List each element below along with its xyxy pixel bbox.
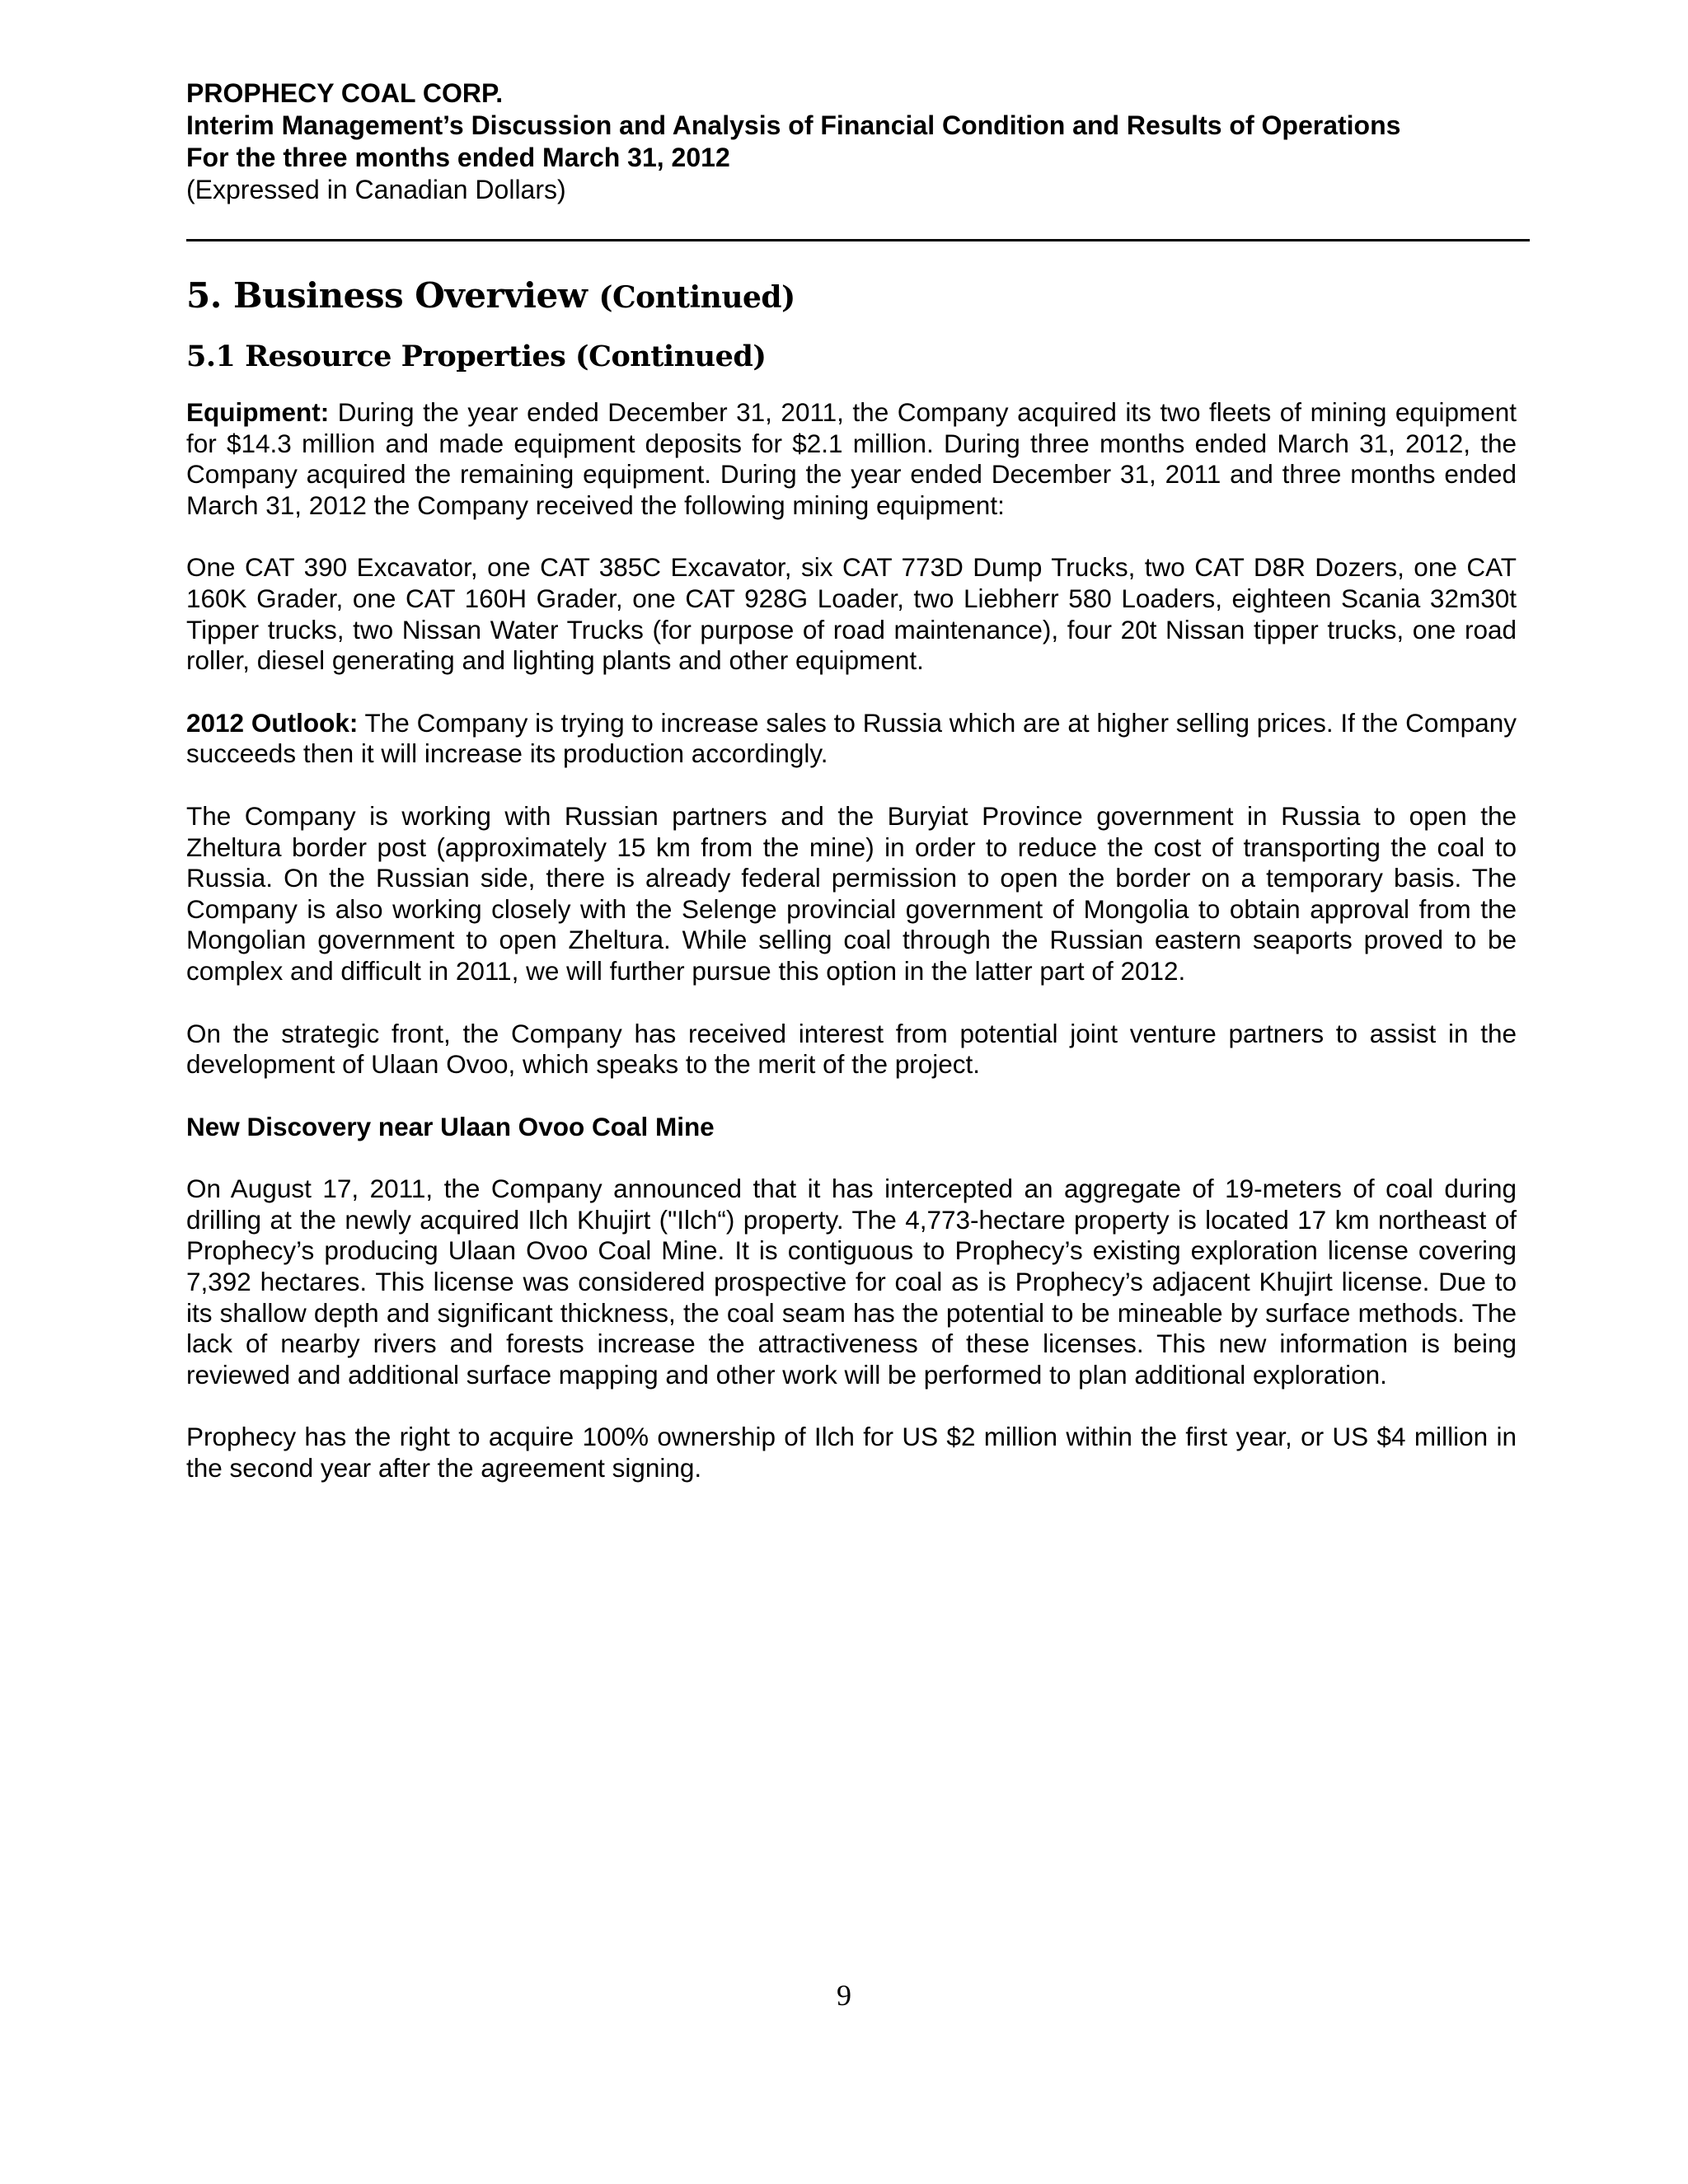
equipment-label: Equipment:	[186, 397, 330, 427]
header-divider	[186, 239, 1530, 241]
section-heading	[186, 274, 1517, 320]
russia-paragraph: The Company is working with Russian partners and the Buryiat Province government in Russia to open the Zheltura border post (approximately 15 km from the mine) in order to reduce the cost of transporting the coal to Russia. On the Russian side, there is already federal permission to open the border on a temporary basis. The Company is also working closely with the Selenge provincial government of Mongolia to obtain approval from the Mongolian government to open Zheltura. While selling coal through the Russian eastern seaports proved to be complex and difficult in 2011, we will further pursue this option in the latter part of 2012.	[186, 800, 1517, 986]
section-heading-suffix: (Continued)	[598, 280, 795, 315]
section-heading-text: 5. Business Overview	[186, 275, 599, 316]
ownership-paragraph: Prophecy has the right to acquire 100% ownership of Ilch for US $2 million within the first year, or US $4 million in the second year after the agreement signing.	[186, 1422, 1517, 1483]
document-header	[186, 77, 1530, 206]
outlook-text: The Company is trying to increase sales to Russia which are at higher selling prices. If the Company succeeds then it will increase its production accordingly.	[186, 707, 1517, 769]
equipment-list-paragraph: One CAT 390 Excavator, one CAT 385C Excavator, six CAT 773D Dump Trucks, two CAT D8R Dozers, one CAT 160K Grader, one CAT 160H Grader, one CAT 928G Loader, two Liebherr 580 Loaders, eighteen Scania 32m30t Tipper trucks, two Nissan Water Trucks (for purpose of road maintenance), four 20t Nissan tipper trucks, one road roller, diesel generating and lighting plants and other equipment.	[186, 552, 1517, 676]
discovery-heading: New Discovery near Ulaan Ovoo Coal Mine	[186, 1111, 715, 1141]
subsection-heading: 5.1 Resource Properties (Continued)	[186, 340, 767, 373]
equipment-paragraph	[186, 397, 1517, 521]
outlook-paragraph	[186, 708, 1517, 770]
document-body	[186, 274, 1517, 1516]
page-number: 9	[837, 1979, 851, 2012]
discovery-paragraph: On August 17, 2011, the Company announced that it has intercepted an aggregate of 19-meters of coal during drilling at the newly acquired Ilch Khujirt ("Ilch“) property. The 4,773-hectare property is located 17 km northeast of Prophecy’s producing Ulaan Ovoo Coal Mine. It is contiguous to Prophecy’s existing exploration license covering 7,392 hectares. This license was considered prospective for coal as is Prophecy’s adjacent Khujirt license. Due to its shallow depth and significant thickness, the coal seam has the potential to be mineable by surface methods. The lack of nearby rivers and forests increase the attractiveness of these licenses. This new information is being reviewed and additional surface mapping and other work will be performed to plan additional exploration.	[186, 1174, 1517, 1390]
currency-note: (Expressed in Canadian Dollars)	[186, 175, 566, 204]
report-title: Interim Management’s Discussion and Analysis of Financial Condition and Results of Operations	[186, 110, 1401, 140]
outlook-label: 2012 Outlook:	[186, 707, 359, 738]
report-period: For the three months ended March 31, 2012	[186, 143, 730, 172]
equipment-text: During the year ended December 31, 2011, the Company acquired its two fleets of mining equipment for $14.3 million and made equipment deposits for $2.1 million. During three months ended March 31, 2012, the Company acquired the remaining equipment. During the year ended December 31, 2011 and three months ended March 31, 2012 the Company received the following mining equipment:	[186, 397, 1517, 520]
strategic-paragraph: On the strategic front, the Company has received interest from potential joint venture partners to assist in the development of Ulaan Ovoo, which speaks to the merit of the project.	[186, 1018, 1517, 1080]
company-name: PROPHECY COAL CORP.	[186, 78, 504, 108]
